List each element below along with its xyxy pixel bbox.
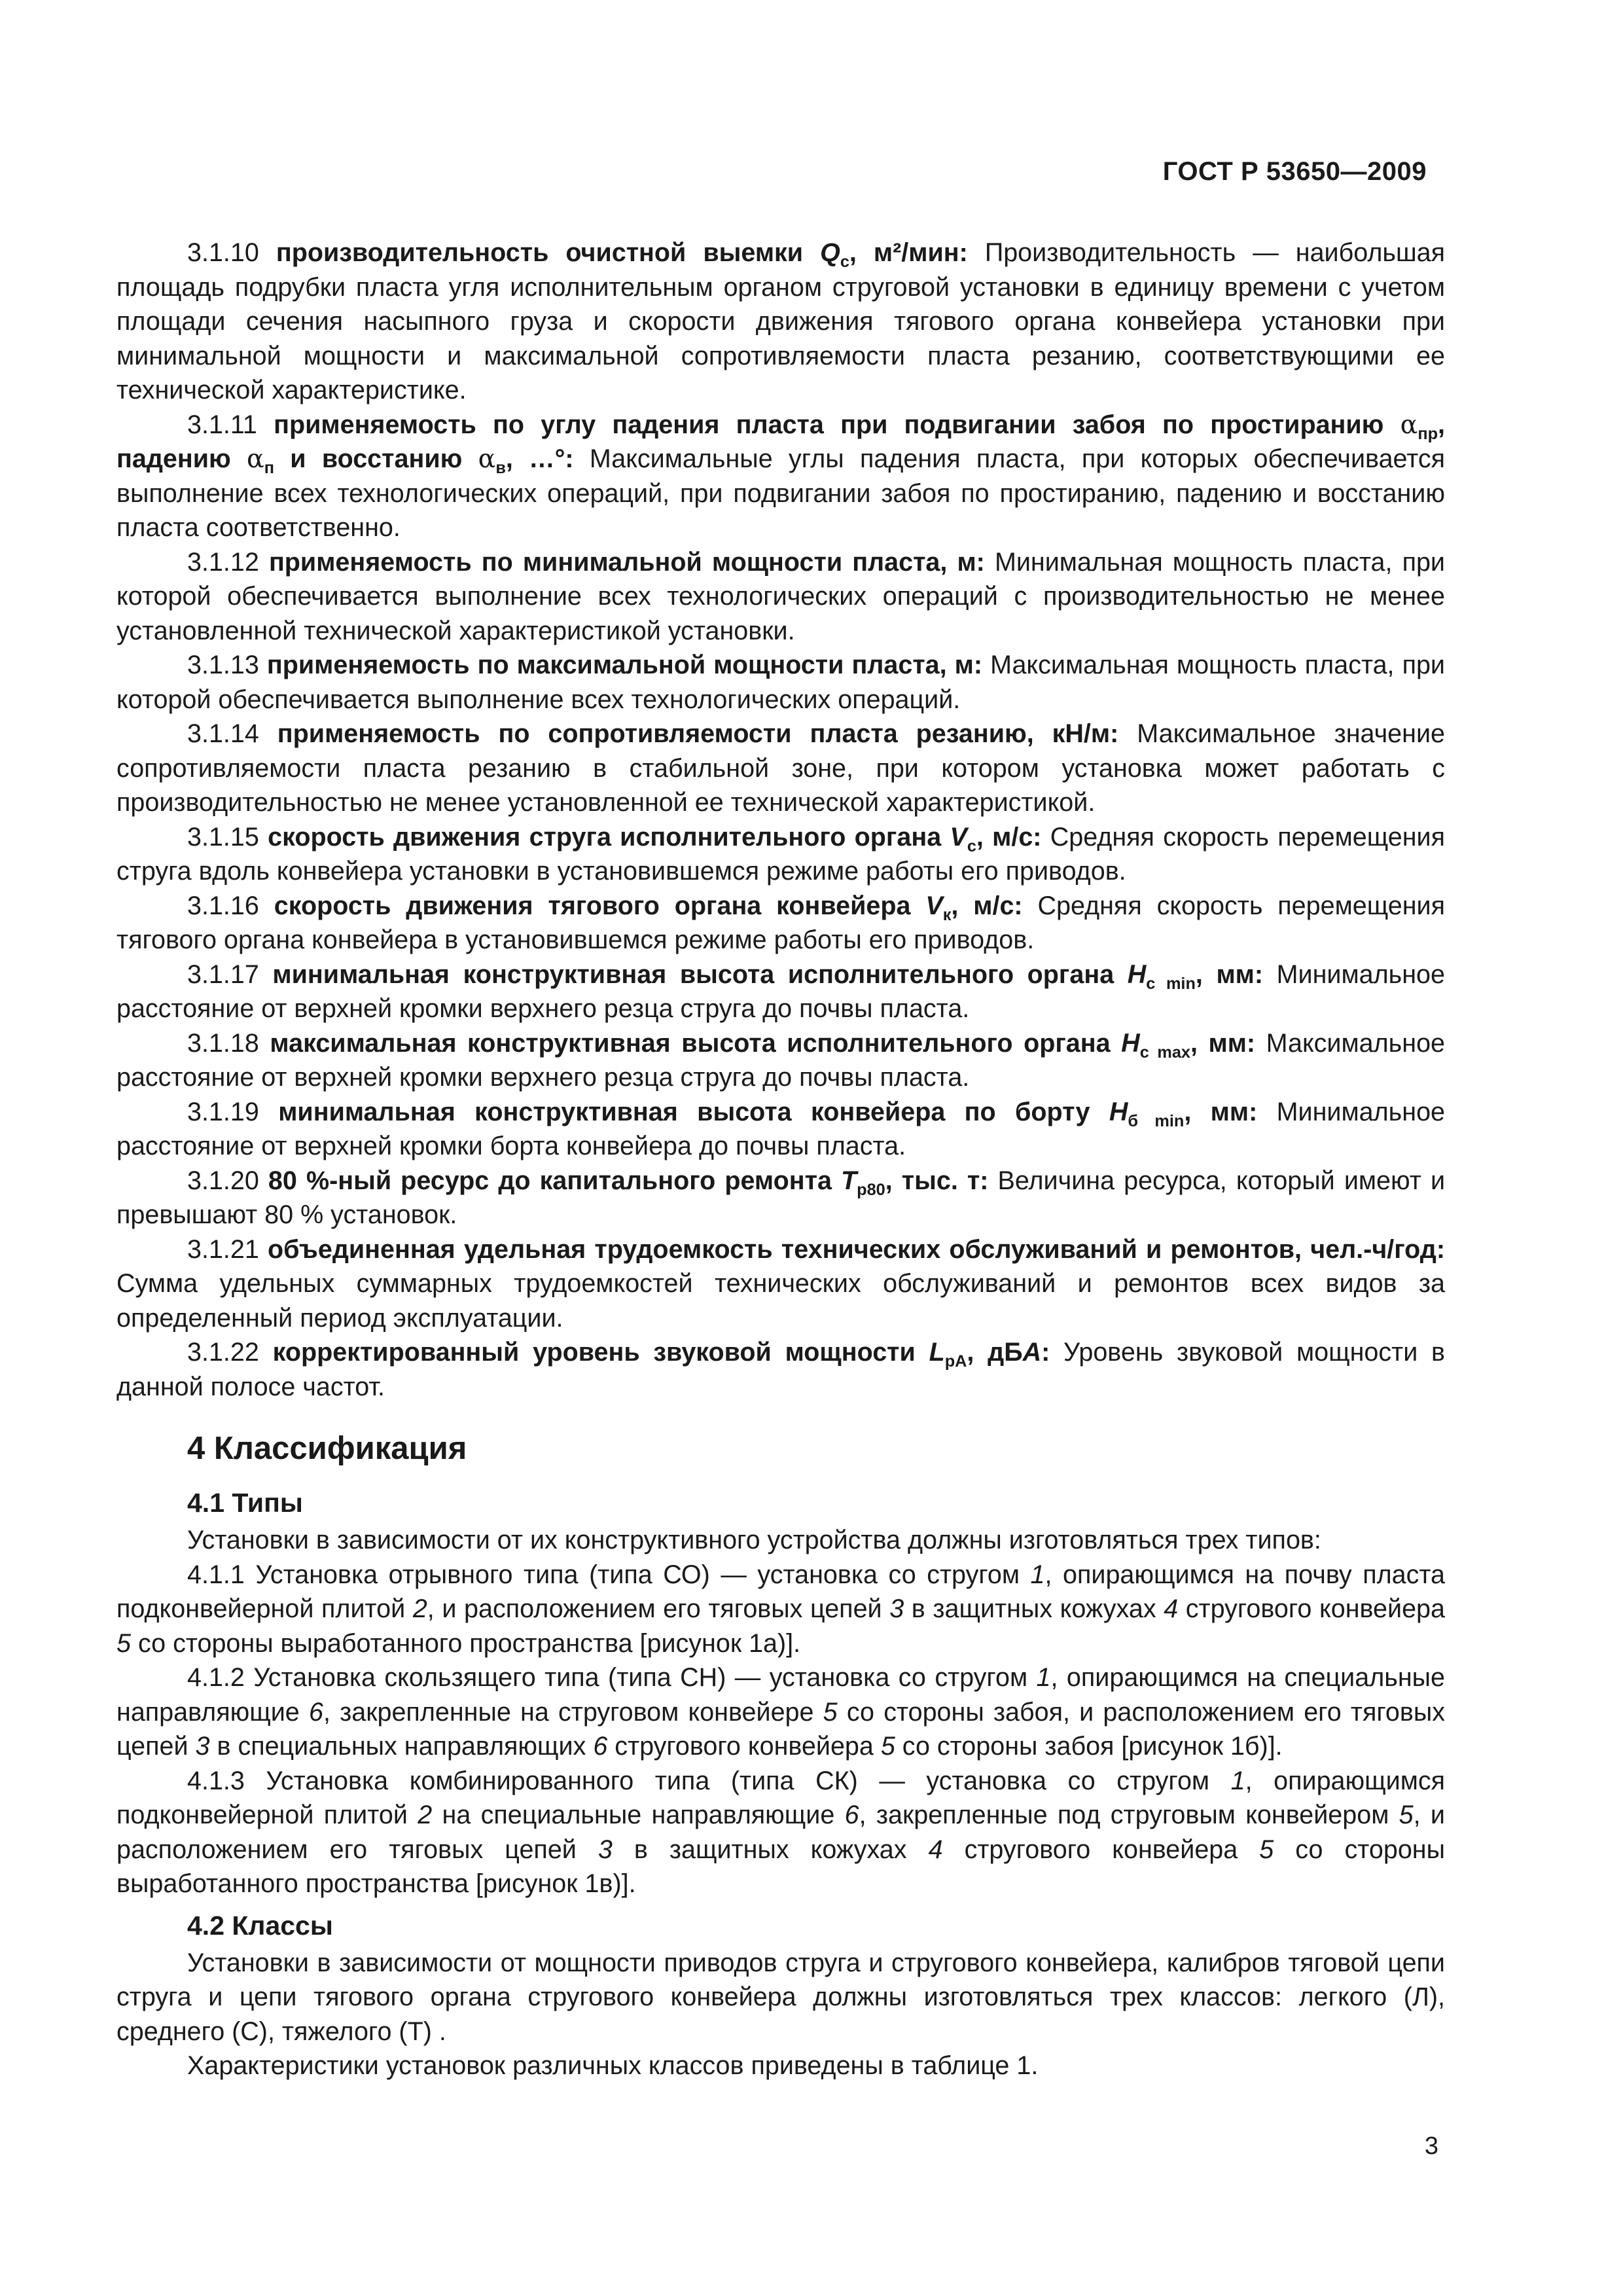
subsection-heading-classes: 4.2 Классы <box>187 1910 333 1941</box>
term-3-1-20: 3.1.20 80 %-ный ресурс до капитального ремонта $T_{p80}$, тыс. т: Величина ресурса, который имеют и превышают 80 % установок. <box>116 1166 1446 1229</box>
types-intro: Установки в зависимости от их конструктивного устройства должны изготовляться трех типов: <box>187 1526 1321 1554</box>
term-3-1-21: 3.1.21 объединенная удельная трудоемкость технических обслуживаний и ремонтов, чел.-ч/год: Сумма удельных суммарных трудоемкостей технических обслуживаний и ремонтов всех видов за определенный период эксплуатации. <box>116 1234 1445 1333</box>
classes-paragraph: Установки в зависимости от мощности приводов струга и стругового конвейера, калибров тяговой цепи струга и цепи тягового органа стругового конвейера должны изготовляться трех классов: легкого (Л), среднего (С), тяжелого (Т) . <box>116 1948 1445 2046</box>
term-3-1-18: 3.1.18 максимальная конструктивная высота исполнительного органа $H_{c max}$, мм: Максимальное расстояние от верхней кромки верхнего резца струга до почвы пласта. <box>116 1028 1446 1092</box>
term-3-1-19: 3.1.19 минимальная конструктивная высота конвейера по борту $H_{б min}$, мм: Минимальное расстояние от верхней кромки борта конвейера до почвы пласта. <box>116 1097 1446 1160</box>
section-heading-classification: 4 Классификация <box>187 1431 467 1466</box>
term-3-1-17: 3.1.17 минимальная конструктивная высота исполнительного органа $H_{c min}$, мм: Минимальное расстояние от верхней кромки верхнего резца струга до почвы пласта. <box>116 960 1445 1023</box>
standard-designation: ГОСТ Р 53650—2009 <box>1162 157 1427 186</box>
subsection-heading-types: 4.1 Типы <box>187 1488 303 1518</box>
clause-4-1-2: 4.1.2 Установка скользящего типа (типа СН) — установка со стругом 1, опирающимся на специальные направляющие 6, закрепленные на струговом конвейере 5 со стороны забоя, и расположением его тяговых цепей 3 в специальных направляющих 6 стругового конвейера 5 со стороны забоя [рисунок 1б)]. <box>116 1663 1445 1761</box>
term-3-1-11: 3.1.11 применяемость по углу падения пласта при подвигании забоя по простиранию $\alpha_{пр}$, падению $\alpha_п$ и восстанию $\alpha_в$, …°: Максимальные углы падения пласта, при которых обеспечивается выполнение всех технологических операций, при подвигании забоя по простиранию, падению и восстанию пласта соответственно. <box>116 409 1445 542</box>
classes-table-reference: Характеристики установок различных классов приведены в таблице 1. <box>187 2051 1039 2080</box>
term-3-1-16: 3.1.16 скорость движения тягового органа конвейера $V_к$, м/с: Средняя скорость перемещения тягового органа конвейера в установившемся режиме работы его приводов. <box>116 891 1445 954</box>
clause-4-1-1: 4.1.1 Установка отрывного типа (типа СО) — установка со стругом 1, опирающимся на почву пласта подконвейерной плитой 2, и расположением его тяговых цепей 3 в защитных кожухах 4 стругового конвейера 5 со стороны выработанного пространства [рисунок 1а)]. <box>116 1560 1445 1658</box>
term-3-1-12: 3.1.12 применяемость по минимальной мощности пласта, м: Минимальная мощность пласта, при которой обеспечивается выполнение всех технологических операций с производительностью не менее установленной технической характеристикой установки. <box>116 547 1445 645</box>
page-number: 3 <box>1424 2132 1438 2160</box>
clause-4-1-3: 4.1.3 Установка комбинированного типа (типа СК) — установка со стругом 1, опирающимся подконвейерной плитой 2 на специальные направляющие 6, закрепленные под струговым конвейером 5, и расположением его тяговых цепей 3 в защитных кожухах 4 стругового конвейера 5 со стороны выработанного пространства [рисунок 1в)]. <box>116 1766 1445 1898</box>
term-3-1-14: 3.1.14 применяемость по сопротивляемости пласта резанию, кН/м: Максимальное значение сопротивляемости пласта резанию в стабильной зоне, при котором установка может работать с производительностью не менее установленной ее технической характеристикой. <box>116 719 1445 817</box>
term-3-1-13: 3.1.13 применяемость по максимальной мощности пласта, м: Максимальная мощность пласта, при которой обеспечивается выполнение всех технологических операций. <box>116 651 1445 714</box>
term-3-1-10: 3.1.10 производительность очистной выемки $Q_c$, м²/мин: Производительность — наибольшая площадь подрубки пласта угля исполнительным органом струговой установки в единицу времени с учетом площади сечения насыпного груза и скорости движения тягового органа конвейера установки при минимальной мощности и максимальной сопротивляемости пласта резанию, соответствующими ее технической характеристике. <box>116 238 1446 404</box>
term-3-1-22: 3.1.22 корректированный уровень звуковой мощности $L_{pA}$, дБA: Уровень звуковой мощности в данной полосе частот. <box>116 1338 1446 1401</box>
document-body <box>116 236 1445 2083</box>
term-3-1-15: 3.1.15 скорость движения струга исполнительного органа $V_c$, м/с: Средняя скорость перемещения струга вдоль конвейера установки в установившемся режиме работы его приводов. <box>116 822 1445 886</box>
